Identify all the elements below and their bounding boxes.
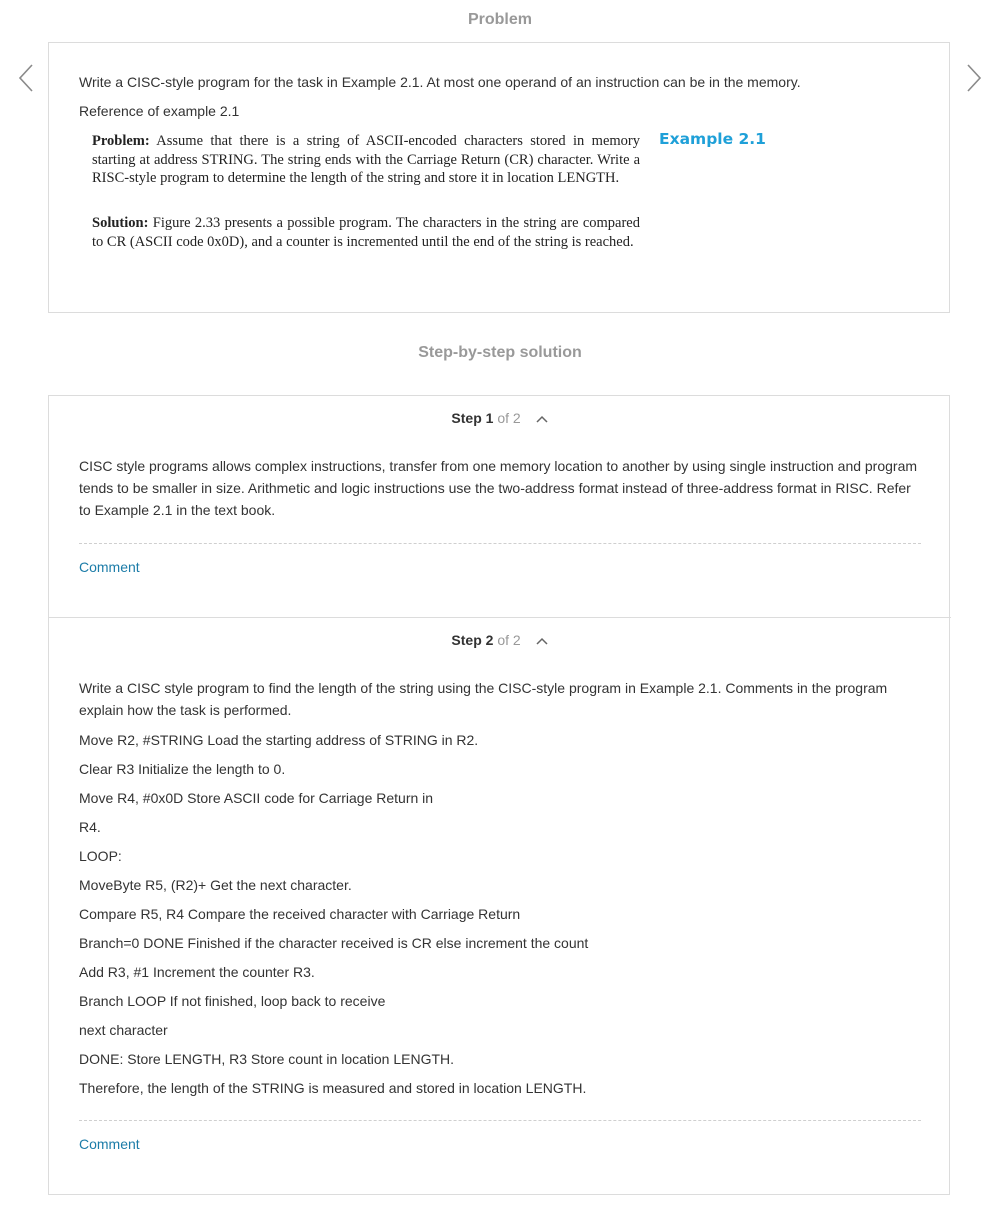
step-1-label: Step 1 [451, 410, 494, 426]
step-2-intro: Write a CISC style program to find the length of the string using the CISC-style program in Example 2.1. Comments in the program explain how the task is performed. [79, 680, 888, 718]
step-1-divider [79, 543, 921, 544]
step-1-header[interactable] [49, 410, 951, 427]
step-1-text: CISC style programs allows complex instructions, transfer from one memory location to another by using single instruction and program tends to be smaller in size. Arithmetic and logic instructions use the two-address format instead of three-address format in RISC. Refer to Example 2.1 in the text book. [79, 458, 918, 518]
program-line: Move R2, #STRING Load the starting address of STRING in R2. [79, 732, 479, 748]
program-line: Clear R3 Initialize the length to 0. [79, 761, 286, 777]
problem-card [48, 42, 950, 313]
steps-card [48, 395, 950, 1195]
conclusion-line: Therefore, the length of the STRING is measured and stored in location LENGTH. [79, 1080, 587, 1096]
example-problem-text: Assume that there is a string of ASCII-encoded characters stored in memory starting at address STRING. The string ends with the Carriage Return (CR) character. Write a RISC-style program to determine the length of the string and store it in location LENGTH. [92, 133, 641, 186]
example-solution-label: Solution: [92, 215, 149, 231]
previous-arrow-icon[interactable] [12, 60, 42, 96]
problem-title: Problem [467, 11, 532, 28]
step-1-count: of 2 [497, 410, 521, 426]
step-2-count: of 2 [497, 632, 521, 648]
reference-label: Reference of example 2.1 [79, 103, 240, 119]
program-line: R4. [79, 819, 101, 835]
problem-statement: Write a CISC-style program for the task in Example 2.1. At most one operand of an instruction can be in the memory. [79, 74, 801, 90]
program-line: MoveByte R5, (R2)+ Get the next character. [79, 877, 352, 893]
example-problem-label: Problem: [92, 133, 150, 149]
solution-title: Step-by-step solution [418, 344, 582, 361]
program-line: Branch=0 DONE Finished if the character received is CR else increment the count [79, 935, 589, 951]
step-2-divider [79, 1120, 921, 1121]
step-separator [49, 617, 951, 618]
program-line: next character [79, 1022, 168, 1038]
program-line: Add R3, #1 Increment the counter R3. [79, 964, 315, 980]
example-problem [92, 132, 640, 188]
program-line: LOOP: [79, 848, 122, 864]
program-line: DONE: Store LENGTH, R3 Store count in location LENGTH. [79, 1051, 455, 1067]
example-solution [92, 214, 640, 251]
program-line: Branch LOOP If not finished, loop back to receive [79, 993, 386, 1009]
chevron-up-icon[interactable] [535, 633, 549, 649]
step-2-label: Step 2 [451, 632, 494, 648]
step-2-comment-link[interactable]: Comment [79, 1136, 140, 1152]
example-solution-text: Figure 2.33 presents a possible program. The characters in the string are compared to CR (ASCII code 0x0D), and a counter is incremented until the end of the string is reached. [92, 215, 640, 250]
step-2-header[interactable] [49, 632, 951, 649]
next-arrow-icon[interactable] [958, 60, 988, 96]
program-line: Move R4, #0x0D Store ASCII code for Carriage Return in [79, 790, 434, 806]
step-1-comment-link[interactable]: Comment [79, 559, 140, 575]
chevron-up-icon[interactable] [535, 411, 549, 427]
example-label: Example 2.1 [659, 130, 766, 148]
program-line: Compare R5, R4 Compare the received character with Carriage Return [79, 906, 521, 922]
